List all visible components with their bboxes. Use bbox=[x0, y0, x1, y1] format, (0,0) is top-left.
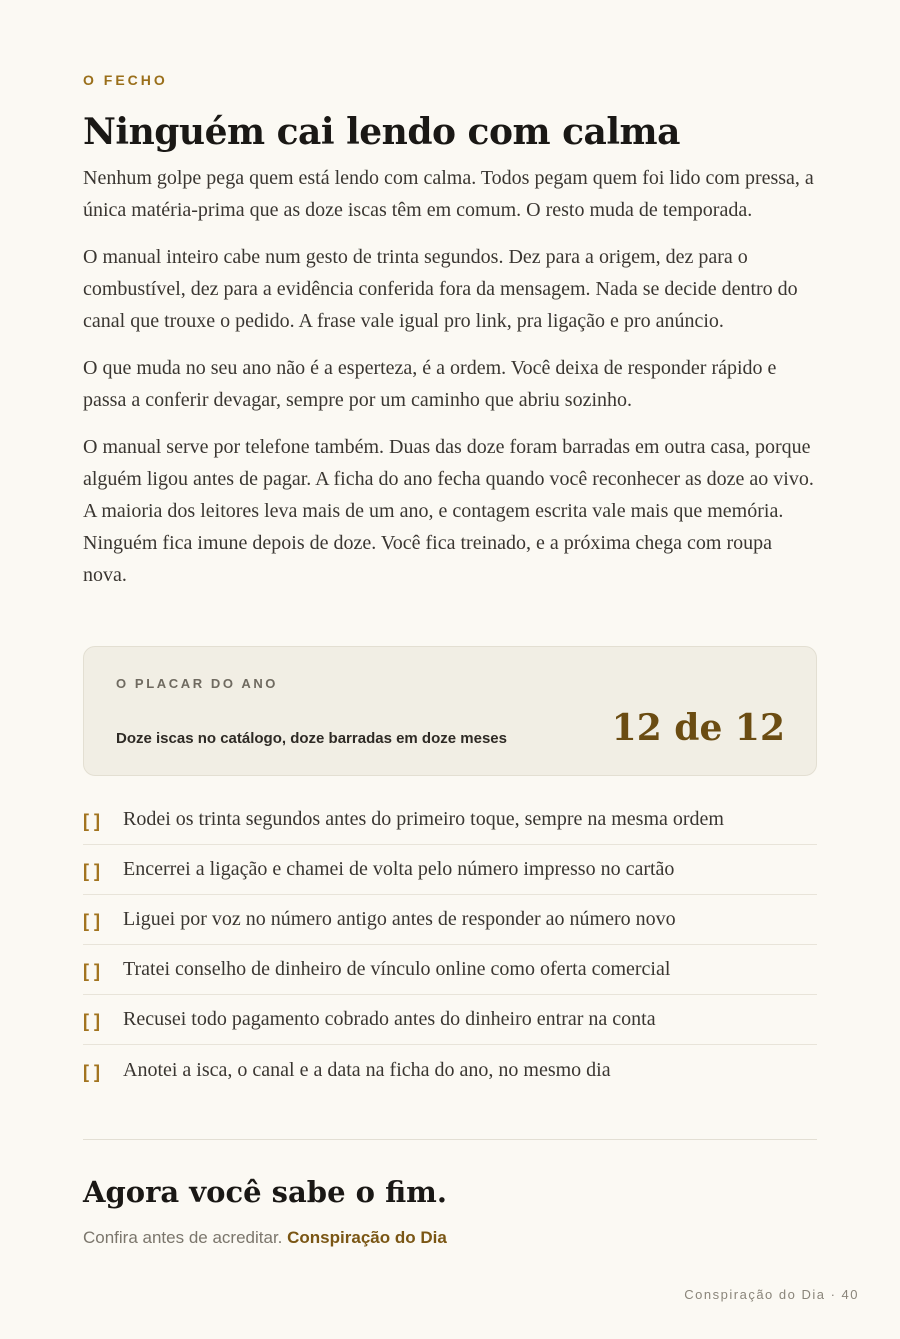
checklist bbox=[83, 795, 817, 1095]
checklist-item bbox=[83, 1045, 817, 1095]
checklist-item-text: Rodei os trinta segundos antes do primeiro toque, sempre na mesma ordem bbox=[123, 808, 724, 830]
brand-link[interactable]: Conspiração do Dia bbox=[287, 1228, 447, 1247]
closing-line bbox=[83, 1228, 447, 1248]
paragraph: Nenhum golpe pega quem está lendo com calma. Todos pegam quem foi lido com pressa, a única matéria-prima que as doze iscas têm em comum. O resto muda de temporada. bbox=[83, 167, 814, 221]
paragraph: O que muda no seu ano não é a esperteza, é a ordem. Você deixa de responder rápido e passa a conferir devagar, sempre por um caminho que abriu sozinho. bbox=[83, 357, 777, 411]
scoreboard-card bbox=[83, 646, 817, 776]
section-divider bbox=[83, 1139, 817, 1140]
paragraph: O manual serve por telefone também. Duas das doze foram barradas em outra casa, porque alguém ligou antes de pagar. A ficha do ano fecha quando você reconhecer as doze ao vivo. A maioria dos leitores leva mais de um ano, e contagem escrita vale mais que memória. Ninguém fica imune depois de doze. Você fica treinado, e a próxima chega com roupa nova. bbox=[83, 436, 814, 586]
checklist-item-text: Tratei conselho de dinheiro de vínculo online como oferta comercial bbox=[123, 958, 671, 980]
section-title: Ninguém cai lendo com calma bbox=[83, 111, 680, 153]
paragraph: O manual inteiro cabe num gesto de trinta segundos. Dez para a origem, dez para o combustível, dez para a evidência conferida fora da mensagem. Nada se decide dentro do canal que trouxe o pedido. A frase vale igual pro link, pra ligação e pro anúncio. bbox=[83, 246, 798, 332]
checklist-item-text: Liguei por voz no número antigo antes de responder ao número novo bbox=[123, 908, 676, 930]
scoreboard-label: O PLACAR DO ANO bbox=[116, 676, 279, 691]
checklist-item-text: Encerrei a ligação e chamei de volta pelo número impresso no cartão bbox=[123, 858, 675, 880]
closing-title: Agora você sabe o fim. bbox=[83, 1175, 447, 1209]
checklist-item bbox=[83, 795, 817, 845]
checkbox[interactable]: [ ] bbox=[83, 1011, 100, 1031]
body-text bbox=[83, 162, 817, 606]
checkbox[interactable]: [ ] bbox=[83, 861, 100, 881]
checkbox[interactable]: [ ] bbox=[83, 961, 100, 981]
checkbox[interactable]: [ ] bbox=[83, 811, 100, 831]
checklist-item-text: Recusei todo pagamento cobrado antes do dinheiro entrar na conta bbox=[123, 1008, 656, 1030]
checklist-item bbox=[83, 845, 817, 895]
page-footer: Conspiração do Dia · 40 bbox=[684, 1287, 859, 1302]
checkbox[interactable]: [ ] bbox=[83, 911, 100, 931]
checkbox[interactable]: [ ] bbox=[83, 1061, 100, 1082]
scoreboard-value: 12 de 12 bbox=[611, 707, 785, 749]
checklist-item bbox=[83, 895, 817, 945]
section-eyebrow: O FECHO bbox=[83, 72, 168, 88]
scoreboard-caption: Doze iscas no catálogo, doze barradas em doze meses bbox=[116, 730, 507, 747]
closing-text: Confira antes de acreditar. bbox=[83, 1228, 283, 1247]
checklist-item bbox=[83, 995, 817, 1045]
checklist-item-text: Anotei a isca, o canal e a data na ficha do ano, no mesmo dia bbox=[123, 1058, 611, 1081]
checklist-item bbox=[83, 945, 817, 995]
